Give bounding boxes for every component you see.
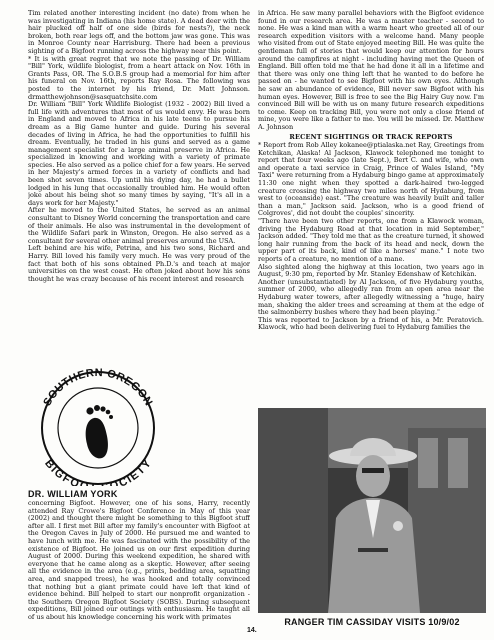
paragraph: * Report from Rob Alley kokanee@ptialaska.net Ray, Greetings from Ketchikan, Alaska! Al Jackson, Klawock telephoned me tonight to report that four weeks ago (late Sept.), Bert C. and wife, who own and operate a taxi service in Craig, Prince of Wales Island, "My Taxi" were returning from a Hydaburg bingo game at approximately 11:30 one night when they spotted a dark-haired two-legged creature crossing the highway two miles north of Hydaburg, from west to (oceanside) east. "The creature was heavily built and taller than a man," Jackson said. Jackson, who is a good friend of Colgroves', did not doubt the couples' sincerity. [258,141,484,218]
paragraph: Tim related another interesting incident (no date) from when he was investigating in Indiana (his home state). A dead deer with the hair plucked off half of one side (birds for nests?), the neck broken, both rear legs off, and the bottom jaw was gone. This was in Monroe County near Harrisburg. There had been a previous sighting of a Bigfoot running across the highway near this point. [28,10,250,55]
paragraph: After he moved to the United States, he served as an animal consultant to Disney World concerning the transportation and care of their animals. He also was instrumental in the development of the Wildlife Safari park in Winston, Oregon. He also served as a consultant for several other animal preserves around the USA. [28,206,250,245]
right-column-top [258,10,484,408]
section-heading: RECENT SIGHTINGS OR TRACK REPORTS [289,132,453,141]
page-number: 14. [247,627,257,634]
paragraph: Left behind are his wife, Petrina, and his two sons, Richard and Harry. Bill loved his family very much. He was very proud of the fact that both of his sons obtained Ph.D.'s and teach at major universities on the west coast. He often joked about how his sons thought he was crazy because of his recent interest and research [28,244,250,283]
paragraph: * It is with great regret that we note the passing of Dr. William "Bill" York, wildlife biologist, from a heart attack on Nov. 16th in Grants Pass, OR. The S.O.B.S group had a memorial for him after his funeral on Nov. 16th, reports Ray Rosa. The following was posted to the internet by his friend, Dr. Matt Johnson. drmatthewjohnson@sasquatchsite.com [28,54,250,101]
paragraph: concerning Bigfoot. However, one of his sons, Harry, recently attended Ray Crowe's Bigfoot Conference in May of this year (2002) and thought there might be something to this Bigfoot stuff after all. I first met Bill after my family's encounter with Bigfoot at the Oregon Caves in July of 2000. He pursued me and wanted to have lunch with me. He was fascinated with the possibility of the existence of Bigfoot. He joined us on our first expedition during August of 2000. During this weekend expedition, he shared with everyone that he came along as a skeptic. However, after seeing all the evidence in the area (e.g., prints, bedding area, squatting area, and snapped trees), he was hooked and totally convinced that nothing but a giant primate could have left that kind of evidence behind. Bill helped to start our nonprofit organization - the Southern Oregon Bigfoot Society (SOBS). During subsequent expeditions, Bill joined our outings with enthusiasm. He taught all of us about his knowledge concerning his work with primates [28,500,250,621]
logo-top-text: SOUTHERN OREGON [41,368,155,409]
left-column-bottom [28,500,250,632]
paragraph: Another (unsubstantiated) by Al Jackson, of five Hydaburg youths, summer of 2000, who allegedly ran from an open area near the Hydaburg water towers, after allegedly witnessing a "huge, hairy man, shaking the alder trees and screaming at them at the edge of the salmonberry bushes where they had been playing." [258,277,484,317]
southern-oregon-bigfoot-society-logo [24,368,170,486]
paragraph: in Africa. He saw many parallel behaviors with the Bigfoot evidence found in our research area. He was a master teacher - second to none. He was a kind man with a warm heart who greeted all of our research expedition visitors with a welcome hand. Many people who visited from out of State enjoyed meeting Bill. He was quite the gentleman full of stories that would keep our attention for hours around the campfires at night - including having met the Queen of England. Bill often told me that he had done it all in a lifetime and that there was only one thing left that he wanted to do before he passed on - he wanted to see Bigfoot with his own eyes. Although he saw an abundance of evidence, Bill never saw Bigfoot with his human eyes. However, Bill is free to see the Big Hairy Guy now. I'm convinced Bill will be with us on many future research expeditions to come. Keep on tracking Bill, you were not only a close friend of mine, you were like a father to me. You will be missed. Dr. Matthew A. Johnson [258,10,484,131]
paragraph: Also sighted along the highway at this location, two years ago in August, 9:30 pm, reported by Mr. Stanley Edenshaw of Ketchikan. [258,262,484,279]
paragraph: "There have been two other reports, one from a Klawock woman, driving the Hydaburg Road at that location in mid September," Jackson added. "They told me that as the creature turned, it showed long hair running from the back of its head and neck, down the upper part of its back, kind of like a horses' mane." I note two reports of a creature, no mention of a mane. [258,217,484,263]
ranger-photo [258,408,486,613]
logo-bottom-text: BIGFO OCIETY [42,457,154,486]
photo-caption-ranger: RANGER TIM CASSIDAY VISITS 10/9/02 [284,617,460,627]
paragraph: Dr. William "Bill" York Wildlife Biologist (1932 - 2002) Bill lived a full life with adventures that most of us would envy. He was born in England and moved to Africa in his late teens to pursue his dream as a Big Game hunter and guide. During his several decades of living in Africa, he had the opportunities to fulfill his dream. Eventually, he traded in his guns and served as a game management specialist for a large animal preserve in Africa. He specialized in knowing and working with a variety of primate species. He also served as a police chief for a few years. He served in her Majesty's armed forces in a variety of conflicts and had been shot seven times. Up until his dying day, he had a bullet lodged in his lung that occasionally troubled him. He would often joke about his being shot so many times by saying, "It's all in a days work for her Majesty." [28,100,250,207]
photo-caption-william-york: DR. WILLIAM YORK [28,489,118,499]
left-column-top [28,10,250,372]
paragraph: This was reported to Jackson by a friend of his, a Mr. Peratovich. Klawock, who had been delivering fuel to Hydaburg families the [258,315,484,332]
